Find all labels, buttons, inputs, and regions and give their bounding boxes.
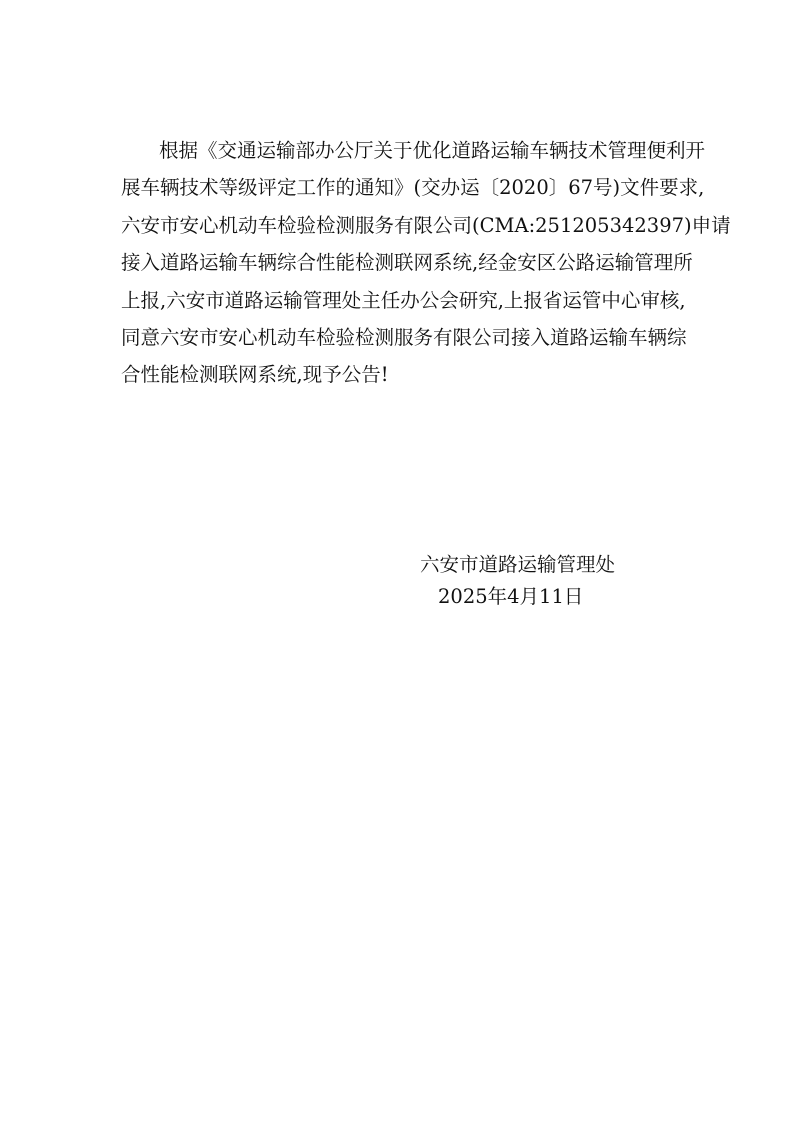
signature-block [402, 549, 642, 613]
notice-line-3: 六安市安心机动车检验检测服务有限公司(CMA:251205342397)申请 [121, 213, 731, 237]
signature-date: 2025年4月11日 [438, 585, 584, 608]
notice-line-5: 上报,六安市道路运输管理处主任办公会研究,上报省运管中心审核, [121, 288, 686, 312]
notice-line-4: 接入道路运输车辆综合性能检测联网系统,经金安区公路运输管理所 [121, 251, 693, 275]
notice-line-7: 合性能检测联网系统,现予公告! [121, 363, 389, 387]
notice-body [121, 132, 731, 394]
notice-line-6: 同意六安市安心机动车检验检测服务有限公司接入道路运输车辆综 [121, 325, 687, 349]
notice-line-2: 展车辆技术等级评定工作的通知》(交办运〔2020〕67号)文件要求, [121, 176, 705, 200]
signature-organization: 六安市道路运输管理处 [420, 553, 616, 576]
notice-line-1: 根据《交通运输部办公厅关于优化道路运输车辆技术管理便利开 [159, 139, 706, 162]
